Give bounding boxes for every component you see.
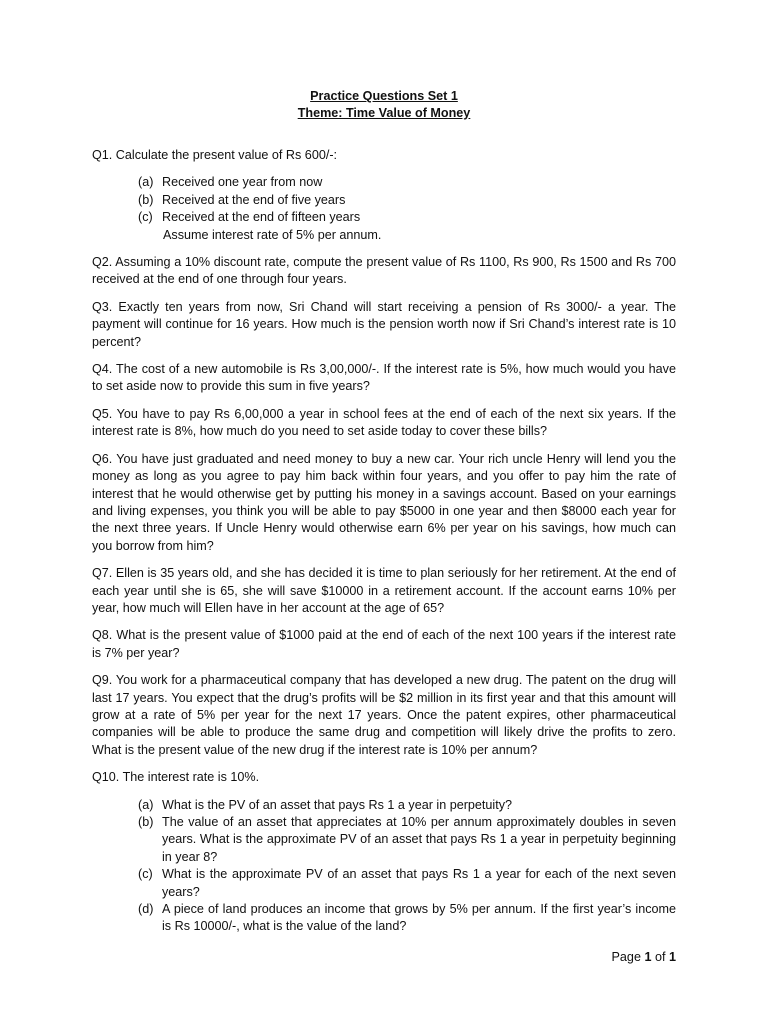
item-text: What is the PV of an asset that pays Rs 1 a year in perpetuity? [162,797,513,812]
list-item [92,174,676,191]
question-2: Q2. Assuming a 10% discount rate, compute the present value of Rs 1100, Rs 900, Rs 1500 and Rs 700 received at the end of one through four years. [92,255,676,287]
question-8: Q8. What is the present value of $1000 paid at the end of each of the next 100 years if the interest rate is 7% per year? [92,628,676,660]
list-item [92,192,676,209]
page-total: 1 [668,950,676,964]
question-7: Q7. Ellen is 35 years old, and she has decided it is time to plan seriously for her retirement. At the end of each year until she is 65, she will save $10000 in a retirement account. If the account earns 10% per year, how much will Ellen have in her account at the age of 65? [92,566,676,615]
question-9: Q9. You work for a pharmaceutical company that has developed a new drug. The patent on the drug will last 17 years. You expect that the drug’s profits will be $2 million in its first year and that this amount will grow at a rate of 5% per year for the next 17 years. Once the patent expires, other pharmaceutical companies will be able to produce the same drug and competition will likely drive the profits to zero. What is the present value of the new drug if the interest rate is 10% per annum? [92,673,676,757]
question-3: Q3. Exactly ten years from now, Sri Chand will start receiving a pension of Rs 3000/- a year. The payment will continue for 16 years. How much is the pension worth now if Sri Chand’s interest rate is 10 percent? [92,299,676,349]
item-text: What is the approximate PV of an asset that pays Rs 1 a year for each of the next seven years? [162,867,676,899]
item-text: Received one year from now [162,175,323,190]
document-title: Practice Questions Set 1 [310,89,458,103]
question-10: Q10. The interest rate is 10%. [92,770,260,785]
item-text: Received at the end of fifteen years [162,210,361,225]
question-1: Q1. Calculate the present value of Rs 600/-: [92,148,338,162]
page-label: Page [611,950,641,964]
item-marker: (b) [138,815,154,829]
page-number: 1 [644,950,652,964]
question-6: Q6. You have just graduated and need money to buy a new car. Your rich uncle Henry will lend you the money as long as you agree to pay him back within four years, and you offer to pay him the rate of interest that he would otherwise get by putting his money in a savings account. Based on your earnings and living expenses, you think you will be able to pay $5000 in one year and then $8000 each year for the next three years. If Uncle Henry would otherwise earn 6% per year on his savings, how much can you borrow from him? [92,451,676,553]
item-text: The value of an asset that appreciates at 10% per annum approximately doubles in seven years. What is the approximate PV of an asset that pays Rs 1 a year in perpetuity beginning in year 8? [162,815,676,864]
list-item [92,866,676,901]
document-theme: Theme: Time Value of Money [297,106,471,120]
question-list [92,147,676,946]
item-text: Received at the end of five years [162,192,346,207]
question-1-note: Assume interest rate of 5% per annum. [163,227,382,242]
list-item [92,209,676,226]
question-10-parts [92,797,676,936]
of-label: of [654,950,666,964]
item-marker: (a) [138,175,154,190]
item-text: A piece of land produces an income that grows by 5% per annum. If the first year’s income is Rs 10000/-, what is the value of the land? [162,902,676,934]
list-item [92,814,676,866]
item-marker: (d) [138,902,154,917]
item-marker: (b) [138,192,154,207]
page-footer [560,949,676,966]
question-4: Q4. The cost of a new automobile is Rs 3,00,000/-. If the interest rate is 5%, how much would you have to set aside now to provide this sum in five years? [92,362,676,394]
question-5: Q5. You have to pay Rs 6,00,000 a year in school fees at the end of each of the next six years. If the interest rate is 8%, how much do you need to set aside today to cover these bills? [92,406,676,439]
item-marker: (a) [138,797,154,812]
item-marker: (c) [138,210,153,225]
question-1-parts [92,174,676,226]
title-block [0,88,768,122]
list-item [92,797,676,814]
list-item [92,901,676,936]
item-marker: (c) [138,867,153,882]
